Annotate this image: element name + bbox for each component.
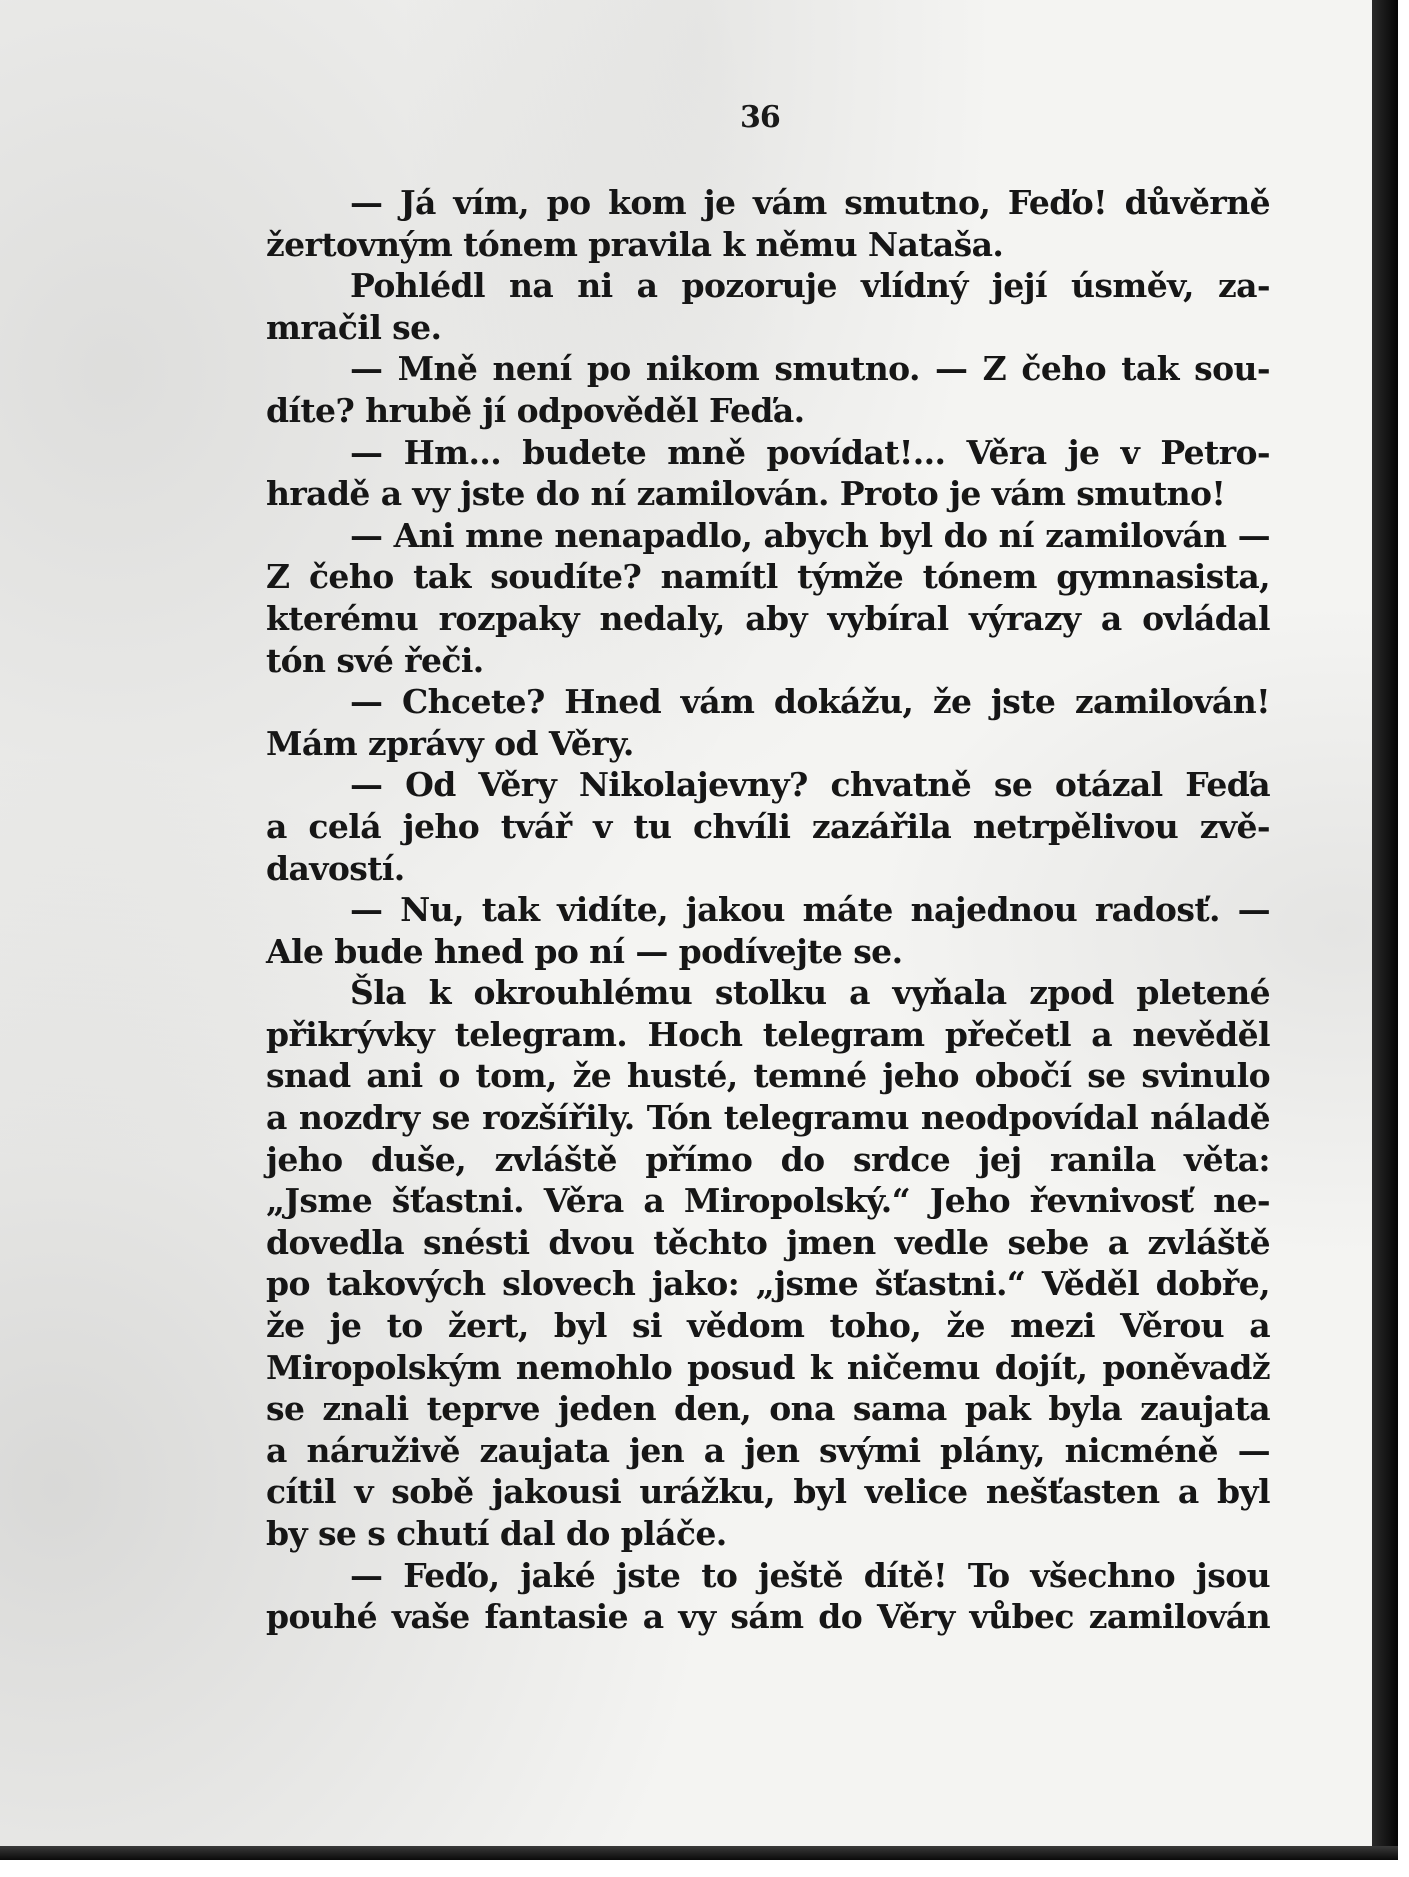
text-line: davostí. xyxy=(266,848,405,888)
text-line: hradě a vy jste do ní zamilován. Proto je vám smutno! xyxy=(266,474,1226,514)
page-edge-shadow-bottom xyxy=(0,1846,1398,1860)
text-line: kterému rozpaky nedaly, aby vybíral výrazy a ovládal xyxy=(266,598,1270,638)
page-edge-shadow-right xyxy=(1372,0,1398,1860)
body-text xyxy=(266,182,1270,1638)
text-line: a nozdry se rozšířily. Tón telegramu neodpovídal náladě xyxy=(266,1098,1270,1138)
text-line: — Ani mne nenapadlo, abych byl do ní zamilován — xyxy=(350,515,1270,555)
text-line: přikrývky telegram. Hoch telegram přečetl a nevěděl xyxy=(266,1014,1270,1054)
text-line: — Hm... budete mně povídat!... Věra je v Petro- xyxy=(350,432,1270,472)
text-line: tón své řeči. xyxy=(266,640,484,680)
text-line: Mám zprávy od Věry. xyxy=(266,723,634,763)
text-line: Miropolským nemohlo posud k ničemu dojít, poněvadž xyxy=(266,1347,1270,1387)
text-line: by se s chutí dal do pláče. xyxy=(266,1514,727,1553)
text-line: že je to žert, byl si vědom toho, že mezi Věrou a xyxy=(266,1306,1270,1346)
text-line: cítil v sobě jakousi urážku, byl velice nešťasten a byl xyxy=(266,1472,1270,1512)
text-line: snad ani o tom, že husté, temné jeho obočí se svinulo xyxy=(266,1056,1270,1096)
text-line: — Od Věry Nikolajevny? chvatně se otázal Feďa xyxy=(350,765,1270,805)
text-line: — Já vím, po kom je vám smutno, Feďo! důvěrně xyxy=(350,183,1270,222)
text-line: jeho duše, zvláště přímo do srdce jej ranila věta: xyxy=(266,1139,1270,1179)
text-line: se znali teprve jeden den, ona sama pak byla zaujata xyxy=(266,1389,1270,1429)
text-line: a náruživě zaujata jen a jen svými plány, nicméně — xyxy=(266,1430,1270,1470)
text-line: Z čeho tak soudíte? namítl týmže tónem gymnasista, xyxy=(266,557,1270,597)
page-number: 36 xyxy=(740,100,780,135)
text-line: — Nu, tak vidíte, jakou máte najednou radosť. — xyxy=(350,890,1270,930)
text-line: mračil se. xyxy=(266,307,442,347)
text-line: pouhé vaše fantasie a vy sám do Věry vůbec zamilován xyxy=(266,1597,1270,1637)
text-line: díte? hrubě jí odpověděl Feďa. xyxy=(266,390,805,430)
text-line: a celá jeho tvář v tu chvíli zazářila netrpělivou zvě- xyxy=(266,806,1270,846)
text-line: — Feďo, jaké jste to ještě dítě! To všechno jsou xyxy=(350,1555,1270,1595)
text-line: Šla k okrouhlému stolku a vyňala zpod pletené xyxy=(350,973,1270,1013)
text-line: Ale bude hned po ní — podívejte se. xyxy=(266,931,903,971)
text-line: dovedla snésti dvou těchto jmen vedle sebe a zvláště xyxy=(266,1222,1270,1262)
text-line: — Mně není po nikom smutno. — Z čeho tak sou- xyxy=(350,349,1270,389)
text-line: žertovným tónem pravila k němu Nataša. xyxy=(266,224,1004,264)
text-line: po takových slovech jako: „jsme šťastni.“ Věděl dobře, xyxy=(266,1264,1270,1304)
text-line: „Jsme šťastni. Věra a Miropolský.“ Jeho řevnivosť ne- xyxy=(266,1181,1270,1221)
text-line: — Chcete? Hned vám dokážu, že jste zamilován! xyxy=(350,682,1270,722)
text-line: Pohlédl na ni a pozoruje vlídný její úsměv, za- xyxy=(350,266,1270,306)
